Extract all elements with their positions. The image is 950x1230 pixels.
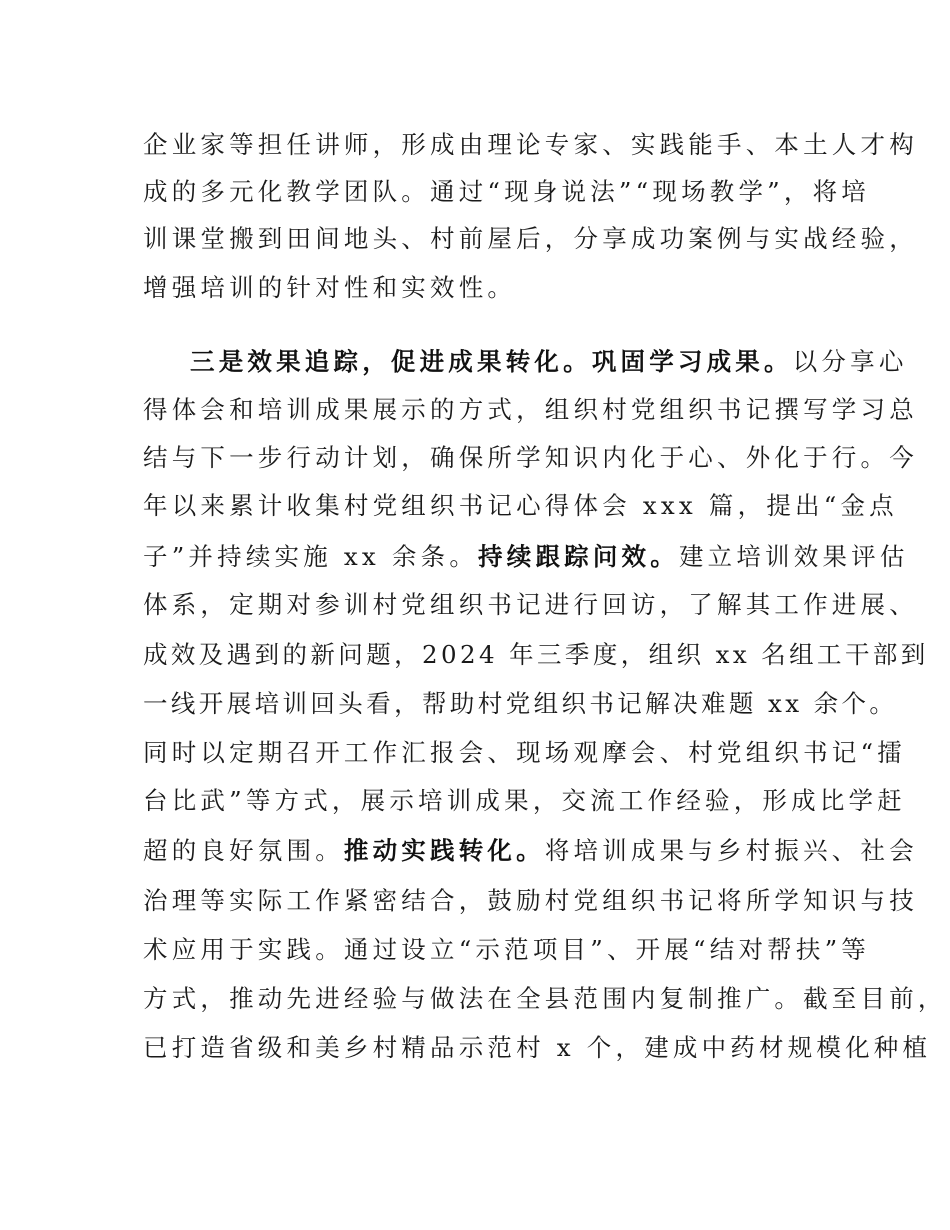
para2-line-11-pre: 超的良好氛围。 bbox=[143, 836, 344, 865]
para2-line-14: 方式，推动先进经验与做法在全县范围内复制推广。截至目前， bbox=[143, 984, 947, 1013]
subheading-consolidate: 巩固学习成果。 bbox=[591, 347, 793, 376]
para2-line-11 bbox=[143, 833, 918, 869]
section-heading: 三是效果追踪，促进成果转化。 bbox=[190, 347, 592, 376]
para2-line-8: 一线开展培训回头看，帮助村党组织书记解决难题 xx 余个。 bbox=[143, 689, 898, 718]
para2-line-15: 已打造省级和美乡村精品示范村 x 个，建成中药材规模化种植 bbox=[143, 1033, 932, 1062]
para2-line-12: 治理等实际工作紧密结合，鼓励村党组织书记将所学知识与技 bbox=[143, 886, 918, 915]
para2-line-6: 体系，定期对参训村党组织书记进行回访，了解其工作进展、 bbox=[143, 590, 918, 619]
para1-line-3: 训课堂搬到田间地头、村前屋后，分享成功案例与实战经验， bbox=[143, 224, 918, 253]
para2-line-5-pre: 子”并持续实施 xx 余条。 bbox=[143, 542, 479, 571]
para2-line-1-text: 以分享心 bbox=[792, 347, 908, 376]
para2-line-13: 术应用于实践。通过设立“示范项目”、开展“结对帮扶”等 bbox=[143, 935, 870, 964]
para2-line-1 bbox=[190, 344, 908, 380]
para2-line-9: 同时以定期召开工作汇报会、现场观摩会、村党组织书记“擂 bbox=[143, 738, 906, 767]
para2-line-5-post: 建立培训效果评估 bbox=[678, 542, 909, 571]
para2-line-3: 结与下一步行动计划，确保所学知识内化于心、外化于行。今 bbox=[143, 443, 918, 472]
para2-line-10: 台比武”等方式，展示培训成果，交流工作经验，形成比学赶 bbox=[143, 786, 906, 815]
subheading-practice: 推动实践转化。 bbox=[343, 836, 545, 865]
para2-line-7: 成效及遇到的新问题，2024 年三季度，组织 xx 名组工干部到 bbox=[143, 640, 929, 669]
para1-line-1: 企业家等担任讲师，形成由理论专家、实践能手、本土人才构 bbox=[143, 130, 918, 159]
subheading-tracking: 持续跟踪问效。 bbox=[478, 542, 679, 571]
para1-line-2: 成的多元化教学团队。通过“现身说法”“现场教学”，将培 bbox=[143, 177, 870, 206]
para2-line-4: 年以来累计收集村党组织书记心得体会 xxx 篇，提出“金点 bbox=[143, 491, 898, 520]
para2-line-5 bbox=[143, 539, 909, 575]
para2-line-11-post: 将培训成果与乡村振兴、社会 bbox=[544, 836, 918, 865]
para2-line-2: 得体会和培训成果展示的方式，组织村党组织书记撰写学习总 bbox=[143, 395, 918, 424]
para1-line-4: 增强培训的针对性和实效性。 bbox=[143, 273, 517, 302]
